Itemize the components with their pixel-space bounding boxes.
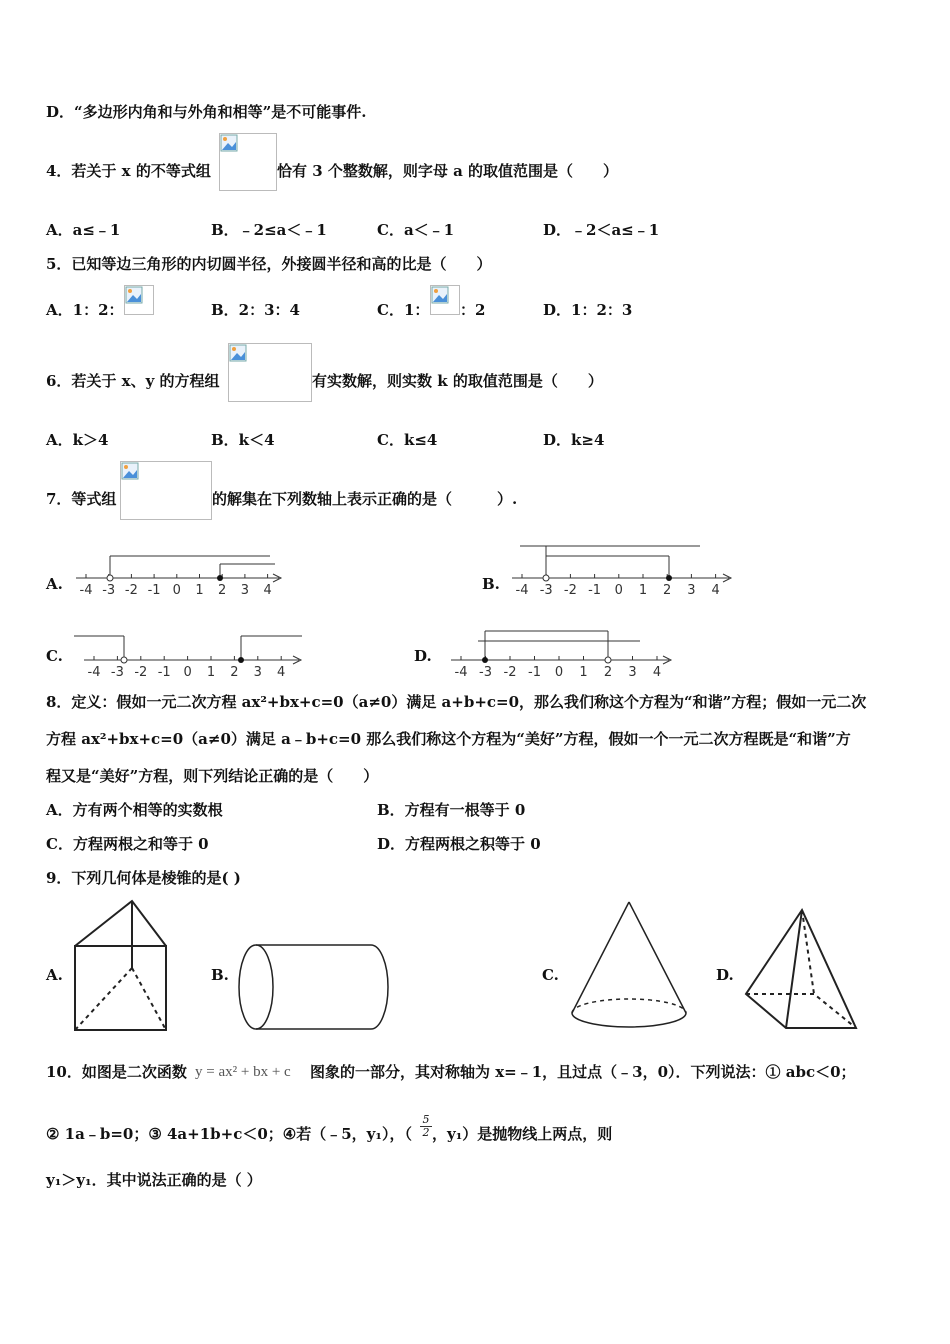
q7-number-line-c [70, 630, 305, 680]
broken-image-icon [121, 462, 139, 480]
q6-option-b: B．k＜4 [211, 431, 275, 449]
q7-option-b-label: B. [482, 575, 500, 593]
number-line-tick-label: -1 [588, 583, 602, 598]
q7-option-c-label: C. [46, 647, 63, 665]
number-line-tick-label: -3 [102, 583, 116, 598]
q8-option-b: B．方程有一根等于 0 [377, 801, 526, 819]
q4-inequality-image [219, 133, 277, 191]
q7-option-d-label: D. [414, 647, 432, 665]
broken-image-icon [125, 286, 143, 304]
q9-option-a-label: A. [46, 966, 63, 984]
broken-image-icon [431, 286, 449, 304]
number-line-tick-label: -2 [134, 665, 148, 680]
number-line-tick-label: -3 [539, 583, 553, 598]
number-line-tick-label: 4 [652, 665, 662, 680]
number-line-tick-label: -4 [87, 665, 101, 680]
q9-triangular-prism-figure [70, 898, 170, 1033]
q5-option-b: B．2：3：4 [211, 301, 300, 319]
q5-c-sqrt-image [430, 285, 460, 315]
number-line-tick-label: -1 [157, 665, 171, 680]
q5-option-d: D．1：2：3 [543, 301, 633, 319]
q8-line-1: 8．定义：假如一元二次方程 ax²+bx+c=0（a≠0）满足 a+b+c=0，那么我们称这个方程为“和谐”方程；假如一元二次 [46, 693, 867, 711]
number-line-tick-label: 2 [663, 583, 672, 598]
q8-line-3: 程又是“美好”方程，则下列结论正确的是（ ） [46, 767, 379, 785]
number-line-tick-label: -4 [454, 665, 468, 680]
broken-image-icon [229, 344, 247, 362]
q8-option-d: D．方程两根之积等于 0 [377, 835, 541, 853]
number-line-tick-label: 0 [172, 583, 181, 598]
q9-pyramid-figure [742, 906, 862, 1034]
q5-option-c-start: C．1： [377, 301, 430, 319]
q7-number-line-d [440, 625, 675, 680]
q6-stem-start: 6．若关于 x、y 的方程组 [46, 372, 220, 390]
q8-option-c: C．方程两根之和等于 0 [46, 835, 209, 853]
number-line-tick-label: -3 [479, 665, 492, 680]
number-line-tick-label: -4 [79, 583, 93, 598]
number-line-tick-label: -3 [110, 665, 124, 680]
q7-system-image [120, 461, 212, 520]
q6-stem-end: 有实数解，则实数 k 的取值范围是（ ） [312, 372, 603, 390]
number-line-tick-label: -4 [515, 583, 529, 598]
broken-image-icon [220, 134, 238, 152]
number-line-tick-label: -2 [503, 665, 517, 680]
q9-stem: 9．下列几何体是棱锥的是( ) [46, 869, 241, 887]
q7-stem-start: 7．等式组 [46, 490, 117, 508]
q5-a-sqrt-image [124, 285, 154, 315]
q6-option-c: C．k≤4 [377, 431, 438, 449]
q9-cylinder-figure [236, 942, 391, 1034]
q10-function-formula: y = ax² + bx + c [195, 1064, 291, 1080]
number-line-tick-label: 3 [253, 665, 262, 680]
number-line-tick-label: 2 [603, 665, 613, 680]
q7-option-a-label: A. [46, 575, 63, 593]
q9-option-c-label: C. [542, 966, 559, 984]
q4-option-b: B．﹣2≤a＜﹣1 [211, 221, 327, 239]
number-line-tick-label: 1 [579, 665, 588, 680]
number-line-axis [84, 656, 301, 664]
number-line-tick-label: 4 [277, 665, 286, 680]
number-line-tick-label: 0 [183, 665, 192, 680]
number-line-tick-label: 0 [614, 583, 623, 598]
q5-stem: 5．已知等边三角形的内切圆半径，外接圆半径和高的比是（ ） [46, 255, 492, 273]
number-line-tick-label: 2 [230, 665, 239, 680]
q5-option-c-end: ：2 [460, 301, 486, 319]
number-line-tick-label: 2 [218, 583, 227, 598]
number-line-tick-label: 3 [240, 583, 250, 598]
number-line-tick-label: -2 [124, 583, 138, 598]
q6-system-image [228, 343, 312, 402]
q6-option-a: A．k＞4 [46, 431, 109, 449]
q10-fraction [420, 1114, 432, 1139]
q4-option-c: C．a＜﹣1 [377, 221, 455, 239]
q7-stem-end: 的解集在下列数轴上表示正确的是（ ）. [212, 490, 518, 508]
q9-option-d-label: D. [716, 966, 734, 984]
q7-number-line-b [505, 540, 735, 600]
number-line-tick-label: 0 [554, 665, 564, 680]
q10-line-2-start: ② 1a﹣b=0；③ 4a+1b+c＜0；④若（﹣5，y₁），（ [46, 1125, 412, 1143]
number-line-tick-label: -2 [563, 583, 577, 598]
q10-stem-end: 图象的一部分，其对称轴为 x=﹣1，且过点（﹣3，0）．下列说法：① abc＜0； [310, 1063, 856, 1081]
fraction-numerator: 5 [420, 1114, 432, 1127]
q8-line-2: 方程 ax²+bx+c=0（a≠0）满足 a﹣b+c=0 那么我们称这个方程为“美好”方程，假如一个一元二次方程既是“和谐”方 [46, 730, 851, 748]
q9-cone-figure [568, 898, 693, 1030]
number-line-tick-label: 1 [195, 583, 204, 598]
number-line-tick-label: 4 [711, 583, 720, 598]
q10-line-3: y₁＞y₁．其中说法正确的是（ ） [46, 1171, 262, 1189]
q5-option-a: A．1：2： [46, 301, 124, 319]
number-line-tick-label: -1 [147, 583, 161, 598]
fraction-denominator: 2 [422, 1126, 430, 1139]
q10-stem-start: 10．如图是二次函数 [46, 1063, 187, 1081]
number-line-tick-label: 3 [628, 665, 637, 680]
q4-stem-start: 4．若关于 x 的不等式组 [46, 162, 211, 180]
q8-option-a: A．方有两个相等的实数根 [46, 801, 223, 819]
q9-option-b-label: B. [211, 966, 229, 984]
number-line-tick-label: 3 [687, 583, 696, 598]
number-line-tick-label: 4 [263, 583, 272, 598]
number-line-tick-label: 1 [206, 665, 216, 680]
number-line-tick-label: 1 [638, 583, 648, 598]
number-line-tick-label: -1 [528, 665, 541, 680]
q4-stem-end: 恰有 3 个整数解，则字母 a 的取值范围是（ ） [277, 162, 619, 180]
q6-option-d: D．k≥4 [543, 431, 605, 449]
q7-number-line-a [70, 548, 285, 600]
q3-option-d: D．“多边形内角和与外角和相等”是不可能事件. [46, 103, 367, 121]
q4-option-a: A．a≤﹣1 [46, 221, 121, 239]
q4-option-d: D．﹣2＜a≤﹣1 [543, 221, 660, 239]
q10-line-2-end: ，y₁）是抛物线上两点，则 [432, 1125, 613, 1143]
